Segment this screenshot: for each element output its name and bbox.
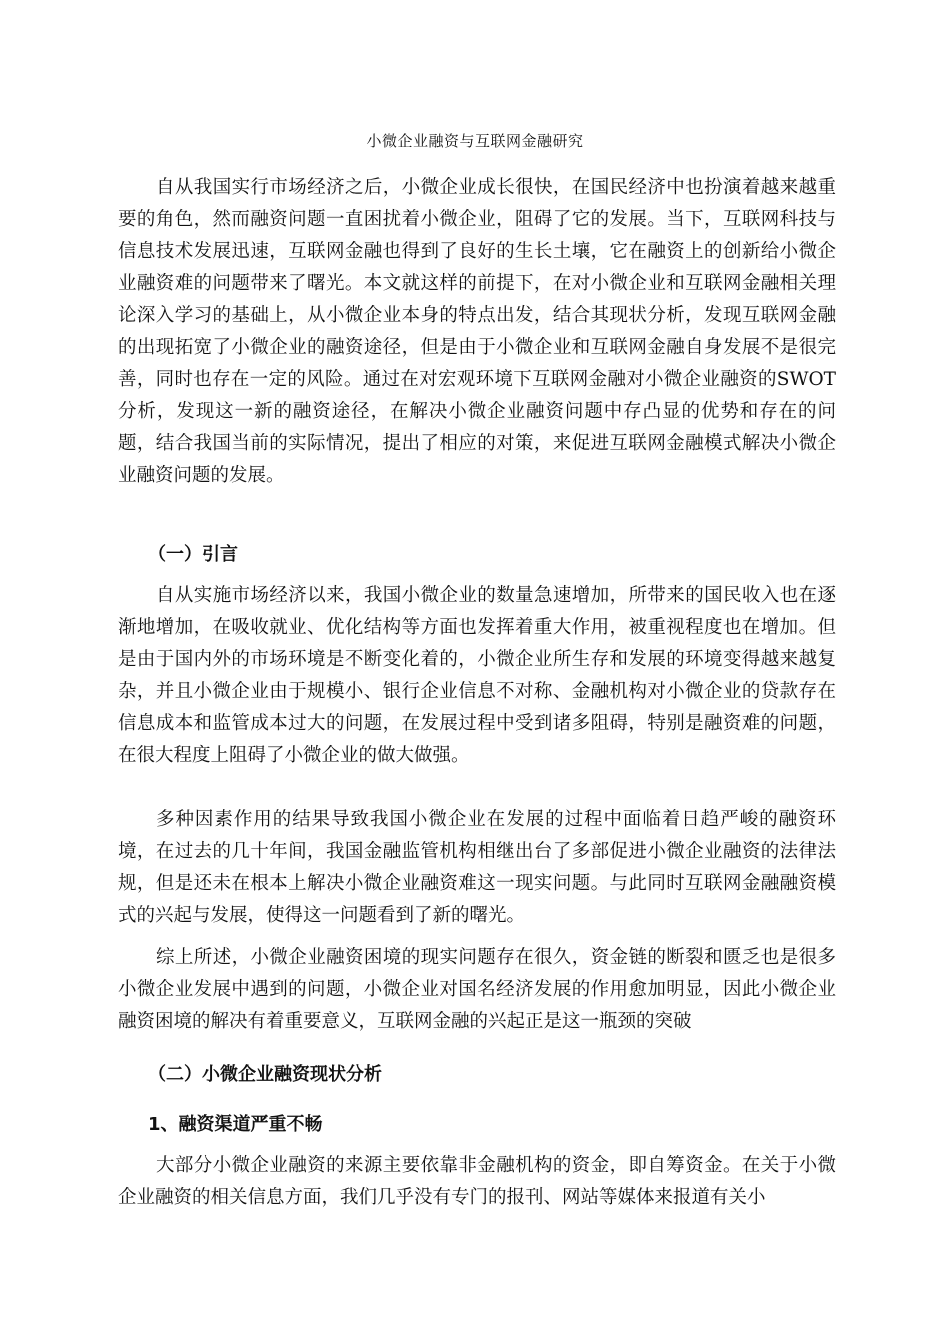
section-heading-status-analysis: （二）小微企业融资现状分析 bbox=[148, 1064, 382, 1085]
abstract-paragraph: 自从我国实行市场经济之后，小微企业成长很快，在国民经济中也扮演着越来越重要的角色，然而融资问题一直困扰着小微企业，阻碍了它的发展。当下，互联网科技与信息技术发展迅速，互联网金融也得到了良好的生长土壤，它在融资上的创新给小微企业融资难的问题带来了曙光。本文就这样的前提下，在对小微企业和互联网金融相关理论深入学习的基础上，从小微企业本身的特点出发，结合其现状分析，发现互联网金融的出现拓宽了小微企业的融资途径，但是由于小微企业和互联网金融自身发展不是很完善，同时也存在一定的风险。通过在对宏观环境下互联网金融对小微企业融资的SWOT分析，发现这一新的融资途径，在解决小微企业融资问题中存凸显的优势和存在的问题，结合我国当前的实际情况，提出了相应的对策，来促进互联网金融模式解决小微企业融资问题的发展。 bbox=[118, 177, 836, 486]
intro-paragraph-3: 综上所述，小微企业融资困境的现实问题存在很久，资金链的断裂和匮乏也是很多小微企业发展中遇到的问题，小微企业对国名经济发展的作用愈加明显，因此小微企业融资困境的解决有着重要意义，互联网金融的兴起正是这一瓶颈的突破 bbox=[118, 947, 836, 1032]
channels-paragraph-1: 大部分小微企业融资的来源主要依靠非金融机构的资金，即自筹资金。在关于小微企业融资的相关信息方面，我们几乎没有专门的报刊、网站等媒体来报道有关小 bbox=[118, 1155, 836, 1208]
document-title: 小微企业融资与互联网金融研究 bbox=[366, 132, 584, 150]
section-heading-introduction: （一）引言 bbox=[148, 544, 238, 565]
intro-paragraph-1: 自从实施市场经济以来，我国小微企业的数量急速增加，所带来的国民收入也在逐渐地增加，在吸收就业、优化结构等方面也发挥着重大作用，被重视程度也在增加。但是由于国内外的市场环境是不断变化着的，小微企业所生存和发展的环境变得越来越复杂，并且小微企业由于规模小、银行企业信息不对称、金融机构对小微企业的贷款存在信息成本和监管成本过大的问题，在发展过程中受到诸多阻碍，特别是融资难的问题，在很大程度上阻碍了小微企业的做大做强。 bbox=[118, 585, 836, 766]
intro-paragraph-2: 多种因素作用的结果导致我国小微企业在发展的过程中面临着日趋严峻的融资环境，在过去的几十年间，我国金融监管机构相继出台了多部促进小微企业融资的法律法规，但是还未在根本上解决小微企业融资难这一现实问题。与此同时互联网金融融资模式的兴起与发展，使得这一问题看到了新的曙光。 bbox=[118, 809, 836, 926]
subsection-heading-channels: 1、融资渠道严重不畅 bbox=[148, 1114, 323, 1135]
